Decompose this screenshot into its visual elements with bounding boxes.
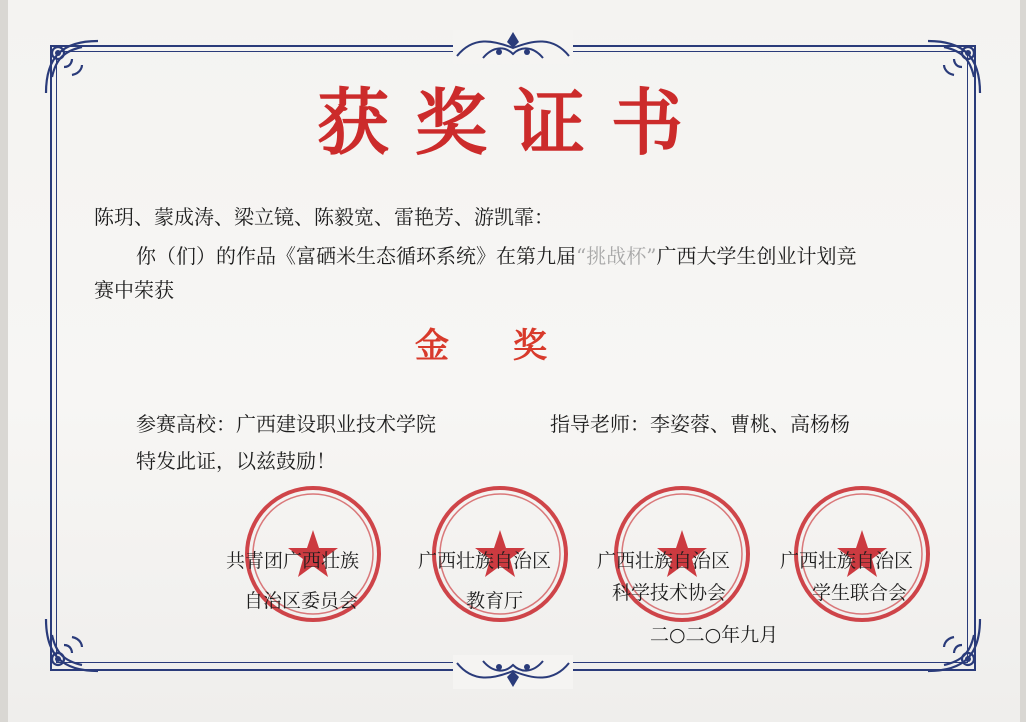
ornament-crest-icon [453,30,573,64]
issuer-1-line-2: 自治区委员会 [244,590,359,612]
recipients-line: 陈玥、蒙成涛、梁立镜、陈毅宽、雷艳芳、游凯霏： [94,205,554,229]
issuer-4-line-1: 广西壮族自治区 [780,550,914,572]
certificate-title: 获奖证书 [316,80,709,165]
ornament-corner-icon [924,615,984,675]
advisor-line: 指导老师：李姿蓉、曹桃、高杨杨 [550,412,850,436]
body-line-1 [136,242,856,270]
school-line: 参赛高校：广西建设职业技术学院 [136,412,436,436]
ornament-crest-icon [453,655,573,689]
competition-name: “挑战杯” [576,244,657,268]
award-name: 金奖 [415,326,611,366]
issuer-2-line-1: 广西壮族自治区 [418,550,552,572]
issuer-2-line-2: 教育厅 [466,590,524,612]
body-line-2: 赛中荣获 [94,278,174,302]
issuer-3-line-1: 广西壮族自治区 [597,550,731,572]
ornament-corner-icon [42,615,102,675]
issuer-4-line-2: 学生联合会 [812,582,908,604]
closing-line: 特发此证，以兹鼓励！ [136,449,336,473]
body-line-1-part-1: 你（们）的作品《富硒米生态循环系统》在第九届 [136,244,576,268]
issuer-1-line-1: 共青团广西壮族 [226,550,360,572]
body-line-1-part-2: 广西大学生创业计划竞 [656,244,857,268]
issue-date: 二○二○年九月 [650,624,779,646]
issuer-3-line-2: 科学技术协会 [612,582,727,604]
